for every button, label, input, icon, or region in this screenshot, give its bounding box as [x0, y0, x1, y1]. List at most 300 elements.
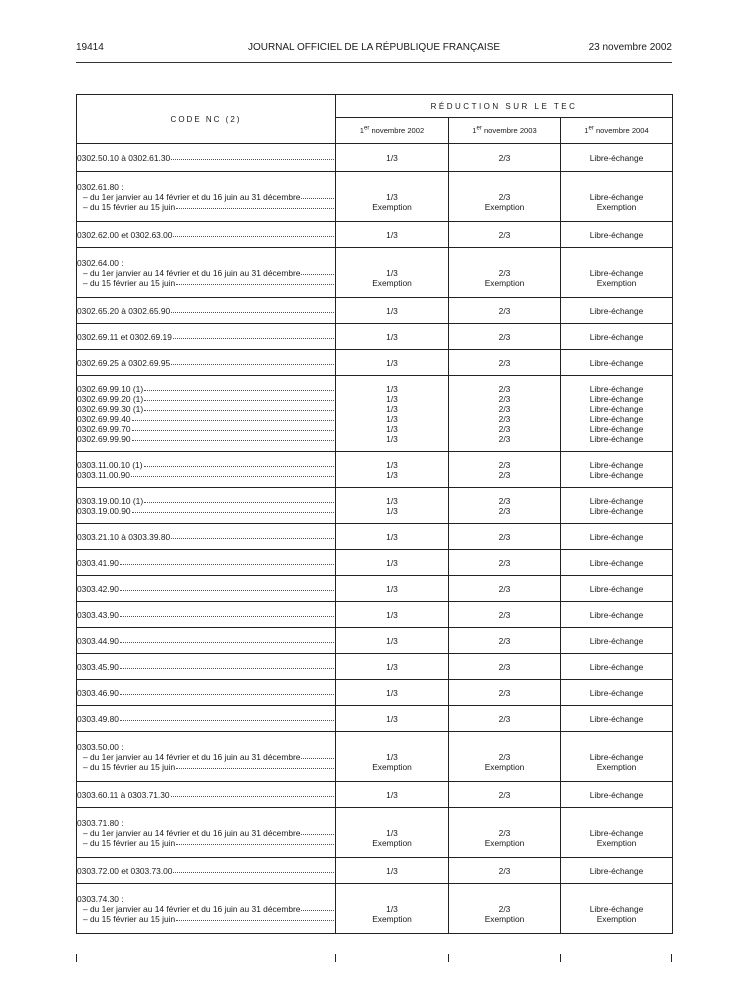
nc-code: 0302.69.99.20 (1) — [77, 393, 144, 404]
reduction-value: Libre-échange — [589, 495, 644, 506]
reduction-value: Exemption — [372, 202, 412, 212]
reduction-value: 1/3 — [386, 583, 398, 594]
reduction-value: Libre-échange — [589, 531, 644, 542]
table-row — [77, 524, 673, 550]
reduction-2004-cell — [561, 732, 673, 782]
dot-leader — [131, 470, 334, 477]
reduction-value: Libre-échange — [589, 331, 644, 342]
reduction-value: 1/3 — [386, 495, 398, 506]
reduction-value: 2/3 — [498, 423, 511, 434]
header-rule — [76, 62, 672, 63]
nc-code-cell — [77, 172, 336, 222]
reduction-value: Exemption — [596, 762, 637, 772]
reduction-value: Exemption — [484, 914, 525, 924]
table-row — [77, 884, 673, 934]
reduction-value: Exemption — [484, 838, 525, 848]
reduction-value: 1/3 — [386, 687, 398, 698]
table-row — [77, 808, 673, 858]
reduction-2004-cell — [561, 350, 673, 376]
nc-code-heading: 0303.50.00 : — [77, 741, 124, 752]
column-header-code: CODE NC (2) — [77, 95, 336, 144]
nc-code: 0302.69.99.10 (1) — [77, 383, 144, 394]
reduction-value: Libre-échange — [589, 459, 644, 470]
nc-code: 0303.19.00.90 — [77, 505, 131, 516]
reduction-value: Libre-échange — [589, 469, 644, 480]
reduction-2004-cell — [561, 602, 673, 628]
nc-code-cell — [77, 144, 336, 172]
table-row — [77, 172, 673, 222]
table-row — [77, 350, 673, 376]
nc-code: 0302.65.20 à 0302.65.90 — [77, 305, 171, 316]
nc-code: 0302.69.99.90 — [77, 433, 131, 444]
reduction-2003-cell — [449, 884, 561, 934]
table-row — [77, 732, 673, 782]
period-label: – du 1er janvier au 14 février et du 16 juin au 31 décembre — [83, 267, 301, 278]
reduction-2004-cell — [561, 222, 673, 248]
reduction-2002-cell — [336, 680, 449, 706]
reduction-value: 1/3 — [386, 531, 398, 542]
reduction-value: 2/3 — [498, 393, 511, 404]
reduction-value: 1/3 — [386, 229, 398, 240]
reduction-2003-cell — [449, 222, 561, 248]
nc-code-cell — [77, 858, 336, 884]
dot-leader — [171, 153, 334, 160]
reduction-2003-cell — [449, 172, 561, 222]
reduction-value: Exemption — [372, 762, 412, 772]
nc-code: 0302.50.10 à 0302.61.30 — [77, 152, 171, 163]
dot-leader — [176, 762, 334, 769]
reduction-value: Libre-échange — [589, 192, 644, 202]
journal-title: JOURNAL OFFICIEL DE LA RÉPUBLIQUE FRANÇAISE — [247, 42, 501, 53]
column-header-reduction: RÉDUCTION SUR LE TEC — [336, 95, 673, 118]
nc-code: 0303.19.00.10 (1) — [77, 495, 144, 506]
reduction-2004-cell — [561, 808, 673, 858]
reduction-2002-cell — [336, 628, 449, 654]
reduction-value: 1/3 — [386, 192, 398, 202]
nc-code-cell — [77, 488, 336, 524]
reduction-2003-cell — [449, 732, 561, 782]
reduction-value: 2/3 — [498, 495, 511, 506]
reduction-value: 2/3 — [498, 789, 511, 800]
reduction-value: Libre-échange — [589, 357, 644, 368]
table-body — [77, 144, 673, 934]
reduction-value: Libre-échange — [589, 229, 644, 240]
table-row — [77, 222, 673, 248]
reduction-value: 2/3 — [498, 305, 511, 316]
table-row — [77, 376, 673, 452]
reduction-value: 1/3 — [386, 661, 398, 672]
reduction-value: 2/3 — [498, 609, 511, 620]
dot-leader — [144, 404, 334, 411]
dot-leader — [132, 424, 334, 431]
reduction-2003-cell — [449, 376, 561, 452]
reduction-value: 2/3 — [498, 229, 511, 240]
reduction-value: 1/3 — [386, 393, 398, 404]
dot-leader — [171, 790, 334, 797]
nc-code-cell — [77, 376, 336, 452]
reduction-value: 1/3 — [386, 557, 398, 568]
table-row — [77, 452, 673, 488]
reduction-value: 2/3 — [498, 531, 511, 542]
table-row — [77, 654, 673, 680]
reduction-value: Libre-échange — [589, 383, 644, 394]
nc-code-heading: 0302.64.00 : — [77, 257, 124, 268]
reduction-value: Libre-échange — [589, 661, 644, 672]
nc-code: 0302.69.11 et 0302.69.19 — [77, 331, 172, 342]
reduction-value: Libre-échange — [589, 609, 644, 620]
reduction-value: Libre-échange — [589, 904, 644, 914]
table-row — [77, 550, 673, 576]
nc-code-heading: 0303.71.80 : — [77, 817, 124, 828]
reduction-value: Libre-échange — [589, 152, 644, 163]
reduction-2003-cell — [449, 324, 561, 350]
period-label: – du 15 février au 15 juin — [83, 761, 176, 772]
dot-leader — [120, 610, 334, 617]
dot-leader — [120, 688, 334, 695]
reduction-2003-cell — [449, 576, 561, 602]
reduction-2002-cell — [336, 602, 449, 628]
reduction-2004-cell — [561, 452, 673, 488]
reduction-2003-cell — [449, 654, 561, 680]
nc-code-cell — [77, 452, 336, 488]
reduction-value: 1/3 — [386, 331, 398, 342]
nc-code: 0303.44.90 — [77, 635, 119, 646]
nc-code: 0303.21.10 à 0303.39.80 — [77, 531, 171, 542]
reduction-value: Libre-échange — [589, 557, 644, 568]
reduction-2002-cell — [336, 550, 449, 576]
reduction-2004-cell — [561, 172, 673, 222]
dot-leader — [173, 230, 334, 237]
reduction-value: 2/3 — [498, 433, 511, 444]
reduction-value: 2/3 — [498, 505, 511, 516]
dot-leader — [176, 914, 334, 921]
reduction-value: Libre-échange — [589, 423, 644, 434]
nc-code: 0303.42.90 — [77, 583, 119, 594]
dot-leader — [144, 384, 334, 391]
nc-code-cell — [77, 706, 336, 732]
nc-code: 0302.62.00 et 0302.63.00 — [77, 229, 173, 240]
nc-code: 0302.69.99.40 — [77, 413, 131, 424]
reduction-2002-cell — [336, 248, 449, 298]
reduction-2004-cell — [561, 680, 673, 706]
reduction-value: Exemption — [484, 278, 525, 288]
table-row — [77, 248, 673, 298]
nc-code-cell — [77, 602, 336, 628]
nc-code-cell — [77, 576, 336, 602]
reduction-2002-cell — [336, 884, 449, 934]
reduction-2004-cell — [561, 550, 673, 576]
reduction-value: 1/3 — [386, 609, 398, 620]
dot-leader — [132, 434, 334, 441]
reduction-2002-cell — [336, 524, 449, 550]
reduction-2002-cell — [336, 858, 449, 884]
dot-leader — [120, 584, 334, 591]
reduction-2004-cell — [561, 376, 673, 452]
dot-leader — [144, 460, 335, 467]
reduction-value: 2/3 — [498, 152, 511, 163]
reduction-value: Libre-échange — [589, 752, 644, 762]
continuation-rule — [671, 954, 672, 962]
reduction-2004-cell — [561, 706, 673, 732]
reduction-2002-cell — [336, 222, 449, 248]
reduction-value: 2/3 — [498, 904, 511, 914]
reduction-value: 2/3 — [498, 687, 511, 698]
reduction-2003-cell — [449, 858, 561, 884]
reduction-2002-cell — [336, 706, 449, 732]
table-row — [77, 324, 673, 350]
reduction-value: Libre-échange — [589, 268, 644, 278]
nc-code-cell — [77, 324, 336, 350]
nc-code: 0302.69.25 à 0302.69.95 — [77, 357, 171, 368]
reduction-2003-cell — [449, 680, 561, 706]
nc-code-cell — [77, 808, 336, 858]
reduction-2004-cell — [561, 858, 673, 884]
dot-leader — [301, 904, 334, 911]
reduction-2002-cell — [336, 452, 449, 488]
nc-code-cell — [77, 524, 336, 550]
reduction-value: 1/3 — [386, 713, 398, 724]
period-label: – du 15 février au 15 juin — [83, 277, 176, 288]
reduction-2003-cell — [449, 706, 561, 732]
reduction-2002-cell — [336, 376, 449, 452]
nc-code: 0303.49.80 — [77, 713, 119, 724]
reduction-2003-cell — [449, 808, 561, 858]
table-row — [77, 298, 673, 324]
column-header-year-2004: 1er novembre 2004 — [561, 118, 673, 144]
dot-leader — [301, 192, 334, 199]
reduction-value: Exemption — [484, 202, 525, 212]
reduction-value: Exemption — [372, 914, 412, 924]
nc-code-cell — [77, 782, 336, 808]
nc-code-cell — [77, 628, 336, 654]
nc-code: 0303.11.00.10 (1) — [77, 459, 143, 470]
dot-leader — [144, 496, 334, 503]
dot-leader — [301, 828, 334, 835]
reduction-value: Libre-échange — [589, 828, 644, 838]
reduction-value: 1/3 — [386, 828, 398, 838]
nc-code: 0303.11.00.90 — [77, 469, 130, 480]
nc-code: 0303.60.11 à 0303.71.30 — [77, 789, 170, 800]
nc-code: 0303.46.90 — [77, 687, 119, 698]
reduction-value: 2/3 — [498, 557, 511, 568]
reduction-value: 1/3 — [386, 357, 398, 368]
nc-code: 0303.41.90 — [77, 557, 119, 568]
reduction-value: 2/3 — [498, 752, 511, 762]
reduction-value: 2/3 — [498, 413, 511, 424]
table-row — [77, 576, 673, 602]
reduction-value: 1/3 — [386, 865, 398, 876]
dot-leader — [176, 838, 334, 845]
table-row — [77, 628, 673, 654]
dot-leader — [120, 636, 334, 643]
reduction-2003-cell — [449, 782, 561, 808]
reduction-value: 1/3 — [386, 403, 398, 414]
reduction-value: 1/3 — [386, 152, 398, 163]
reduction-2003-cell — [449, 488, 561, 524]
nc-code-cell — [77, 884, 336, 934]
reduction-value: 1/3 — [386, 505, 398, 516]
reduction-value: 2/3 — [498, 635, 511, 646]
reduction-value: 1/3 — [386, 433, 398, 444]
reduction-2004-cell — [561, 654, 673, 680]
reduction-2002-cell — [336, 324, 449, 350]
nc-code: 0303.72.00 et 0303.73.00 — [77, 865, 173, 876]
reduction-2003-cell — [449, 350, 561, 376]
reduction-2004-cell — [561, 488, 673, 524]
nc-code-cell — [77, 298, 336, 324]
reduction-value: 2/3 — [498, 403, 511, 414]
reduction-2002-cell — [336, 654, 449, 680]
reduction-value: 1/3 — [386, 383, 398, 394]
dot-leader — [171, 306, 334, 313]
reduction-value: 1/3 — [386, 305, 398, 316]
reduction-value: Libre-échange — [589, 403, 644, 414]
reduction-2003-cell — [449, 144, 561, 172]
reduction-2002-cell — [336, 144, 449, 172]
period-label: – du 15 février au 15 juin — [83, 913, 176, 924]
dot-leader — [171, 532, 334, 539]
reduction-2004-cell — [561, 576, 673, 602]
reduction-value: Exemption — [596, 202, 637, 212]
period-label: – du 1er janvier au 14 février et du 16 juin au 31 décembre — [83, 827, 301, 838]
reduction-value: Libre-échange — [589, 505, 644, 516]
nc-code: 0302.69.99.70 — [77, 423, 131, 434]
reduction-value: 2/3 — [498, 331, 511, 342]
reduction-value: 2/3 — [498, 865, 511, 876]
reduction-2002-cell — [336, 808, 449, 858]
reduction-value: Exemption — [372, 838, 412, 848]
nc-code-heading: 0302.61.80 : — [77, 181, 124, 192]
reduction-2003-cell — [449, 602, 561, 628]
table-row — [77, 680, 673, 706]
publication-date: 23 novembre 2002 — [588, 42, 672, 53]
dot-leader — [120, 714, 334, 721]
reduction-value: 2/3 — [498, 268, 511, 278]
nc-code-cell — [77, 732, 336, 782]
dot-leader — [301, 752, 334, 759]
reduction-2002-cell — [336, 298, 449, 324]
reduction-value: 1/3 — [386, 268, 398, 278]
reduction-value: 2/3 — [498, 828, 511, 838]
dot-leader — [132, 414, 334, 421]
reduction-value: Libre-échange — [589, 305, 644, 316]
table-row — [77, 602, 673, 628]
nc-code-cell — [77, 680, 336, 706]
reduction-2004-cell — [561, 324, 673, 350]
continuation-rule — [335, 954, 336, 962]
reduction-value: Libre-échange — [589, 583, 644, 594]
reduction-value: Libre-échange — [589, 393, 644, 404]
reduction-2003-cell — [449, 524, 561, 550]
table-row — [77, 144, 673, 172]
reduction-2004-cell — [561, 524, 673, 550]
column-header-year-2003: 1er novembre 2003 — [449, 118, 561, 144]
reduction-value: Exemption — [596, 838, 637, 848]
nc-code-cell — [77, 350, 336, 376]
table-row — [77, 488, 673, 524]
reduction-2004-cell — [561, 248, 673, 298]
reduction-value: 2/3 — [498, 383, 511, 394]
reduction-value: 2/3 — [498, 469, 511, 480]
reduction-2002-cell — [336, 732, 449, 782]
table-row — [77, 782, 673, 808]
nc-code-cell — [77, 248, 336, 298]
reduction-2003-cell — [449, 550, 561, 576]
reduction-2003-cell — [449, 298, 561, 324]
reduction-value: 2/3 — [498, 459, 511, 470]
dot-leader — [171, 358, 334, 365]
reduction-value: Libre-échange — [589, 635, 644, 646]
reduction-value: 1/3 — [386, 635, 398, 646]
reduction-value: 1/3 — [386, 752, 398, 762]
reduction-value: 2/3 — [498, 583, 511, 594]
reduction-2004-cell — [561, 144, 673, 172]
reduction-value: 1/3 — [386, 789, 398, 800]
reduction-2003-cell — [449, 452, 561, 488]
page-number: 19414 — [76, 42, 104, 53]
dot-leader — [173, 332, 334, 339]
table-row — [77, 706, 673, 732]
page-header — [76, 42, 672, 58]
reduction-value: 1/3 — [386, 413, 398, 424]
continuation-rule — [448, 954, 449, 962]
reduction-value: Libre-échange — [589, 713, 644, 724]
dot-leader — [144, 394, 334, 401]
reduction-value: Libre-échange — [589, 433, 644, 444]
reduction-value: 1/3 — [386, 423, 398, 434]
nc-code: 0302.69.99.30 (1) — [77, 403, 144, 414]
dot-leader — [176, 278, 334, 285]
reduction-2002-cell — [336, 782, 449, 808]
reduction-2002-cell — [336, 350, 449, 376]
dot-leader — [173, 866, 334, 873]
column-header-year-2002: 1er novembre 2002 — [336, 118, 449, 144]
tariff-table — [76, 94, 673, 934]
nc-code: 0303.43.90 — [77, 609, 119, 620]
reduction-value: 1/3 — [386, 459, 398, 470]
reduction-value: Exemption — [596, 914, 637, 924]
reduction-2002-cell — [336, 172, 449, 222]
dot-leader — [120, 662, 334, 669]
reduction-2002-cell — [336, 488, 449, 524]
period-label: – du 1er janvier au 14 février et du 16 juin au 31 décembre — [83, 191, 301, 202]
reduction-value: 1/3 — [386, 904, 398, 914]
reduction-value: 1/3 — [386, 469, 398, 480]
reduction-2004-cell — [561, 884, 673, 934]
reduction-2003-cell — [449, 248, 561, 298]
reduction-value: Exemption — [372, 278, 412, 288]
reduction-value: Libre-échange — [589, 413, 644, 424]
reduction-2004-cell — [561, 782, 673, 808]
reduction-value: Exemption — [484, 762, 525, 772]
reduction-value: 2/3 — [498, 713, 511, 724]
table-row — [77, 858, 673, 884]
dot-leader — [176, 202, 334, 209]
continuation-rule — [560, 954, 561, 962]
reduction-value: Exemption — [596, 278, 637, 288]
reduction-value: 2/3 — [498, 357, 511, 368]
period-label: – du 15 février au 15 juin — [83, 837, 176, 848]
nc-code-cell — [77, 222, 336, 248]
reduction-2004-cell — [561, 298, 673, 324]
nc-code: 0303.45.90 — [77, 661, 119, 672]
reduction-value: Libre-échange — [589, 865, 644, 876]
nc-code-heading: 0303.74.30 : — [77, 893, 124, 904]
reduction-value: Libre-échange — [589, 687, 644, 698]
reduction-value: Libre-échange — [589, 789, 644, 800]
nc-code-cell — [77, 550, 336, 576]
continuation-rule — [76, 954, 77, 962]
